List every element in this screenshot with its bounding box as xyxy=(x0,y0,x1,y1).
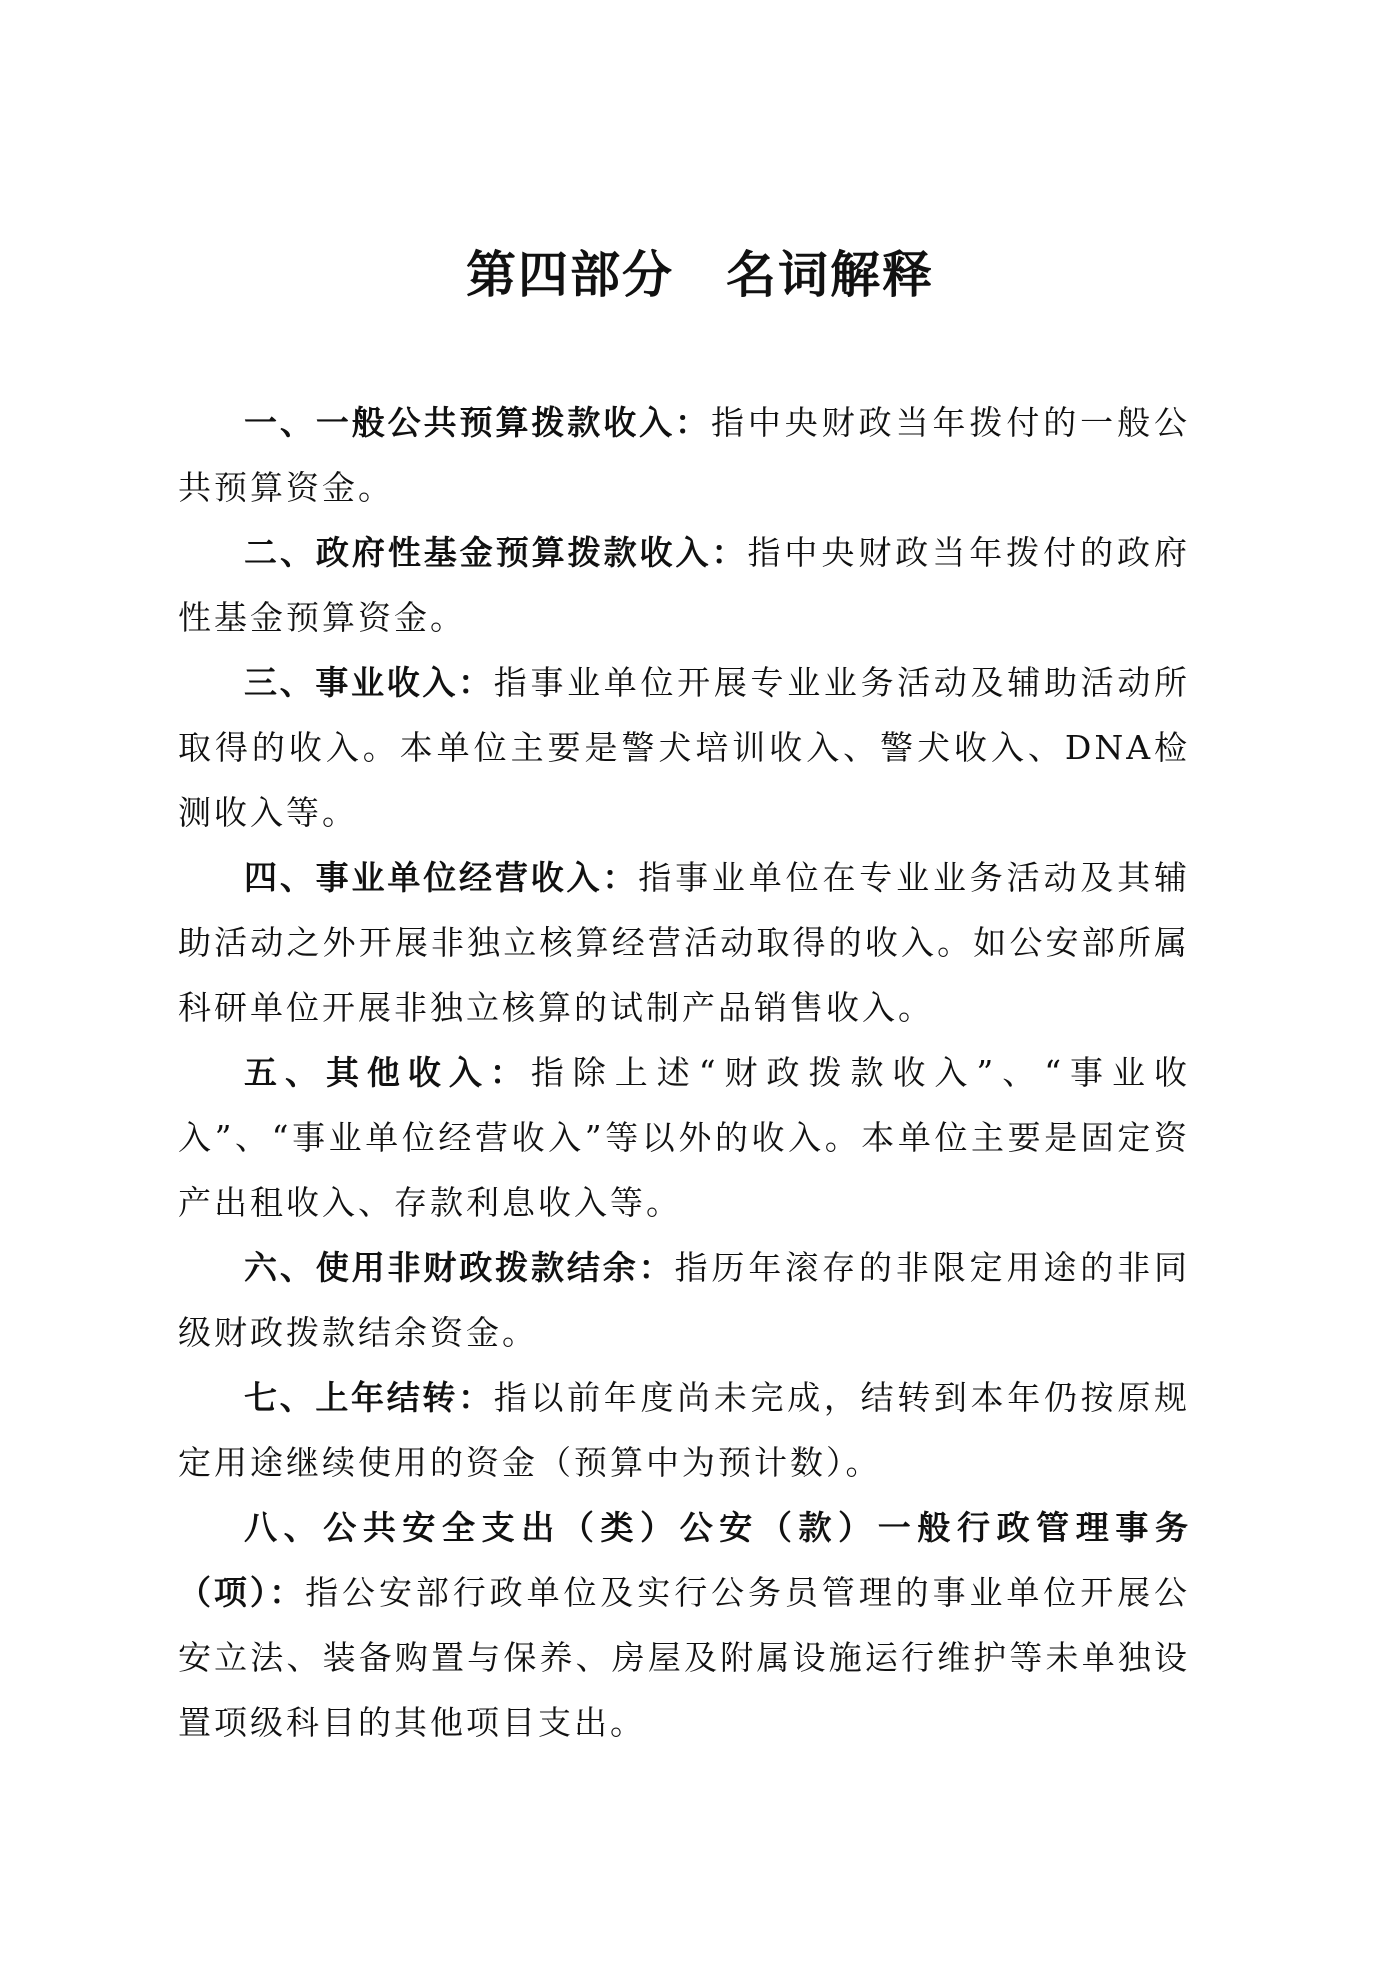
glossary-definition: 指事业单位在专业业务活动及其辅助活动之外开展非独立核算经营活动取得的收入。如公安部所属科研单位开展非独立核算的试制产品销售收入。 xyxy=(178,858,1191,1027)
glossary-definition: 指以前年度尚未完成，结转到本年仍按原规定用途继续使用的资金（预算中为预计数）。 xyxy=(178,1378,1191,1482)
glossary-entry-3 xyxy=(178,650,1190,845)
glossary-definition: 指历年滚存的非限定用途的非同级财政拨款结余资金。 xyxy=(178,1248,1191,1352)
glossary-term: 七、上年结转： xyxy=(244,1378,494,1417)
glossary-entry-4 xyxy=(178,845,1190,1040)
glossary-entry-1 xyxy=(178,390,1190,520)
page-title: 第四部分 名词解释 xyxy=(466,245,934,304)
glossary-term: 六、使用非财政拨款结余： xyxy=(244,1248,675,1287)
glossary-entry-7 xyxy=(178,1365,1190,1495)
glossary-entry-6 xyxy=(178,1235,1190,1365)
glossary-term: 三、事业收入： xyxy=(244,663,494,702)
glossary-entry-2 xyxy=(178,520,1190,650)
glossary-term: 二、政府性基金预算拨款收入： xyxy=(244,533,748,572)
glossary-term: 四、事业单位经营收入： xyxy=(244,858,639,897)
glossary-term: 一、一般公共预算拨款收入： xyxy=(244,403,711,442)
glossary-definition: 指中央财政当年拨付的政府性基金预算资金。 xyxy=(178,533,1191,637)
glossary-term: 八、公共安全支出（类）公安（款）一般行政管理事务（项）： xyxy=(178,1508,1190,1612)
glossary-entry-8 xyxy=(178,1495,1190,1755)
glossary-definition: 指公安部行政单位及实行公务员管理的事业单位开展公安立法、装备购置与保养、房屋及附属设施运行维护等未单独设置项级科目的其他项目支出。 xyxy=(178,1573,1191,1742)
glossary-definition: 指除上述“财政拨款收入”、“事业收入”、“事业单位经营收入”等以外的收入。本单位主要是固定资产出租收入、存款利息收入等。 xyxy=(178,1053,1190,1222)
glossary-definition: 指中央财政当年拨付的一般公共预算资金。 xyxy=(178,403,1191,507)
glossary-term: 五、其他收入： xyxy=(244,1053,531,1092)
glossary-definition: 指事业单位开展专业业务活动及辅助活动所取得的收入。本单位主要是警犬培训收入、警犬收入、DNA检测收入等。 xyxy=(178,663,1191,832)
glossary-body xyxy=(178,390,1190,1755)
glossary-entry-5 xyxy=(178,1040,1190,1235)
